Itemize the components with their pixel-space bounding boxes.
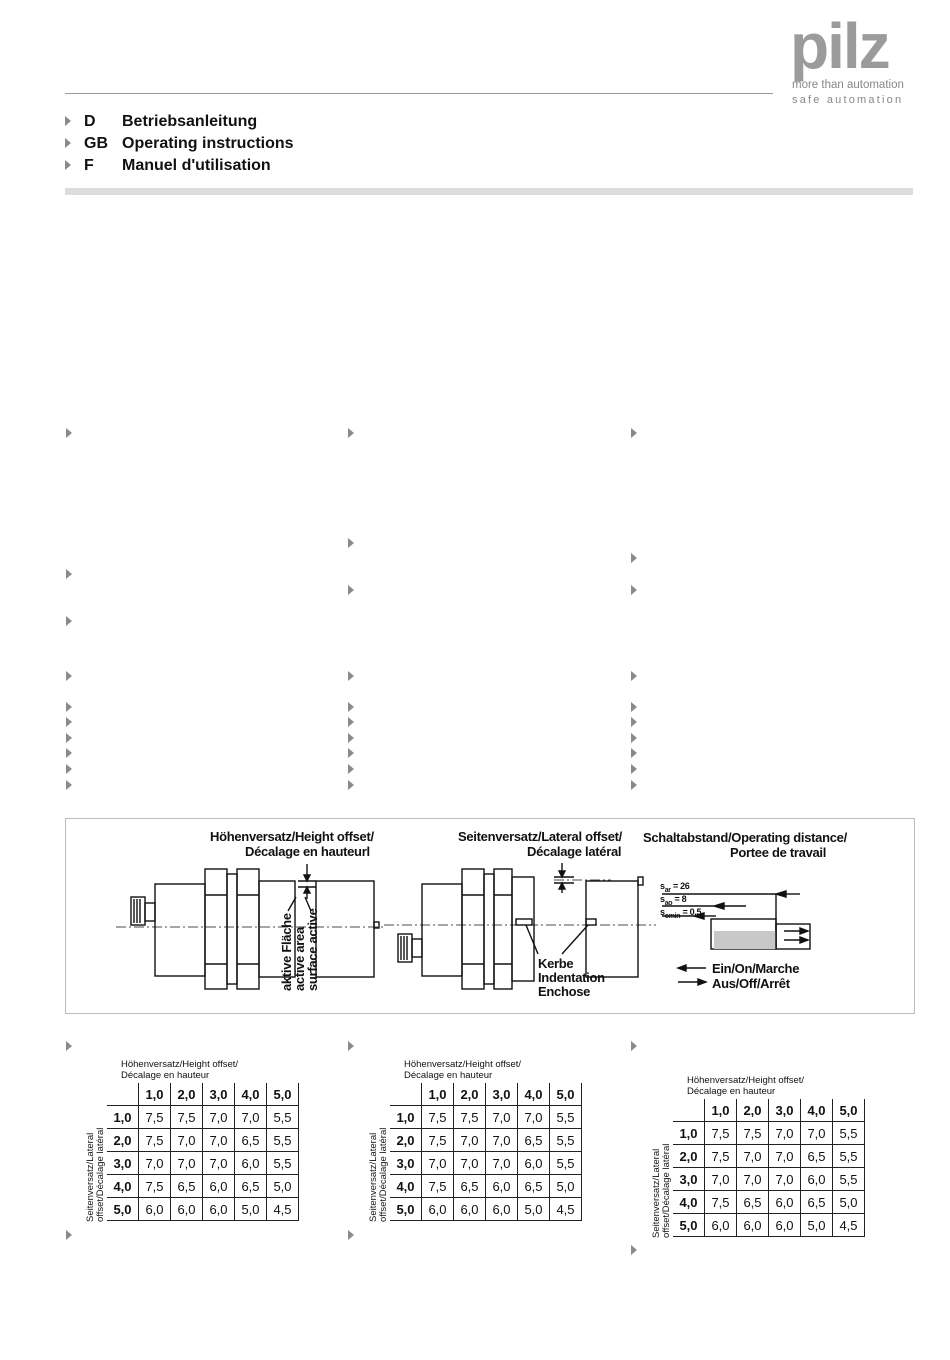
cell: 5,5 <box>833 1168 865 1191</box>
side-label-line-2: offset/Décalage latéral <box>378 1127 389 1222</box>
hatch-area <box>714 931 776 949</box>
cell: 7,0 <box>769 1122 801 1145</box>
col-header: 3,0 <box>486 1083 518 1106</box>
lateral-offset-label-1: Seitenversatz/Lateral offset/ <box>458 829 622 844</box>
col-header: 5,0 <box>550 1083 582 1106</box>
on-label: Ein/On/Marche <box>712 961 800 976</box>
offset-table <box>107 1083 299 1221</box>
cell: 6,0 <box>139 1198 171 1221</box>
kerbe-en: Indentation <box>538 970 605 985</box>
cell: 6,0 <box>518 1152 550 1175</box>
col-header: 5,0 <box>833 1099 865 1122</box>
bullet-icon <box>631 733 637 743</box>
height-offset-label-1: Höhenversatz/Height offset/ <box>210 829 374 844</box>
table-row <box>673 1122 865 1145</box>
cell: 7,5 <box>139 1129 171 1152</box>
table-caption-1: Höhenversatz/Height offset/ <box>687 1075 805 1086</box>
bullet-icon <box>348 538 354 548</box>
cell: 7,5 <box>422 1175 454 1198</box>
bullet-icon <box>348 428 354 438</box>
col-header: 1,0 <box>705 1099 737 1122</box>
sensor-body-2 <box>422 884 462 976</box>
row-header: 3,0 <box>673 1168 705 1191</box>
cell: 5,0 <box>267 1175 299 1198</box>
bullet-icon <box>348 717 354 727</box>
logo-tagline-2: safe automation <box>792 94 904 106</box>
cell: 7,5 <box>705 1122 737 1145</box>
table-row <box>107 1106 299 1129</box>
bullet-icon <box>66 569 72 579</box>
table-row <box>390 1175 582 1198</box>
row-header: 4,0 <box>673 1191 705 1214</box>
off-label: Aus/Off/Arrêt <box>712 976 790 991</box>
bullet-icon <box>66 717 72 727</box>
cell: 6,5 <box>801 1145 833 1168</box>
table-row <box>390 1106 582 1129</box>
cell: 7,0 <box>203 1129 235 1152</box>
cell: 5,5 <box>267 1129 299 1152</box>
cell: 7,0 <box>705 1168 737 1191</box>
row-header: 4,0 <box>107 1175 139 1198</box>
cell: 4,5 <box>833 1214 865 1237</box>
cell: 7,0 <box>454 1152 486 1175</box>
bullet-icon <box>65 160 71 170</box>
cell: 6,5 <box>737 1191 769 1214</box>
active-area-label <box>280 908 319 991</box>
col-header: 2,0 <box>737 1099 769 1122</box>
cell: 7,5 <box>737 1122 769 1145</box>
table-caption-1: Höhenversatz/Height offset/ <box>404 1059 522 1070</box>
somin-s: s <box>660 907 665 917</box>
table-row <box>390 1152 582 1175</box>
cell: 6,5 <box>518 1129 550 1152</box>
nut-3 <box>462 869 484 989</box>
table-row <box>107 1175 299 1198</box>
cell: 5,5 <box>267 1152 299 1175</box>
sensor-body-1 <box>155 884 205 976</box>
col-header: 2,0 <box>171 1083 203 1106</box>
row-header: 1,0 <box>390 1106 422 1129</box>
cell: 5,0 <box>235 1198 267 1221</box>
table-caption-1: Höhenversatz/Height offset/ <box>121 1059 239 1070</box>
side-label-line-1: Seitenversatz/Lateral <box>85 1132 96 1222</box>
sar-label <box>660 881 690 894</box>
cell: 6,0 <box>769 1191 801 1214</box>
cell: 5,5 <box>550 1106 582 1129</box>
sao-sub: ao <box>664 899 673 907</box>
cell: 6,0 <box>235 1152 267 1175</box>
language-code: F <box>84 157 94 174</box>
row-header: 2,0 <box>107 1129 139 1152</box>
cell: 4,5 <box>267 1198 299 1221</box>
row-header: 3,0 <box>390 1152 422 1175</box>
cell: 7,5 <box>705 1145 737 1168</box>
cell: 7,5 <box>171 1106 203 1129</box>
bullet-icon <box>66 671 72 681</box>
table-row <box>107 1152 299 1175</box>
cell: 7,5 <box>422 1129 454 1152</box>
bullet-icon <box>66 428 72 438</box>
col-header: 1,0 <box>139 1083 171 1106</box>
bullet-icon <box>631 702 637 712</box>
kerbe-label <box>538 957 605 999</box>
bullet-icon <box>348 671 354 681</box>
cell: 6,0 <box>171 1198 203 1221</box>
cell: 7,0 <box>235 1106 267 1129</box>
cell: 5,5 <box>267 1106 299 1129</box>
cell: 6,5 <box>801 1191 833 1214</box>
table-caption-2: Décalage en hauteur <box>121 1069 210 1081</box>
row-header: 2,0 <box>673 1145 705 1168</box>
table-side-label-de <box>86 1128 106 1222</box>
cell: 5,5 <box>833 1145 865 1168</box>
cell: 7,5 <box>139 1175 171 1198</box>
cell: 7,0 <box>454 1129 486 1152</box>
somin-value: = 0,5 <box>680 907 702 917</box>
bullet-icon <box>631 764 637 774</box>
sao-label <box>660 894 686 907</box>
bullet-icon <box>631 748 637 758</box>
lateral-offset-label-2: Décalage latéral <box>527 844 622 859</box>
cell: 7,0 <box>486 1106 518 1129</box>
row-header: 2,0 <box>390 1129 422 1152</box>
cell: 6,0 <box>203 1198 235 1221</box>
section-divider-bar <box>65 188 913 195</box>
operating-distance-label-2: Portee de travail <box>730 845 827 860</box>
cell: 7,0 <box>422 1152 454 1175</box>
offset-table <box>390 1083 582 1221</box>
cell: 6,0 <box>422 1198 454 1221</box>
connector-pins-2 <box>398 934 412 962</box>
bullet-icon <box>65 138 71 148</box>
row-header: 1,0 <box>673 1122 705 1145</box>
sao-value: = 8 <box>672 894 687 904</box>
bullet-icon <box>348 702 354 712</box>
cell: 7,0 <box>518 1106 550 1129</box>
corner-cell <box>107 1083 139 1106</box>
language-name: Manuel d'utilisation <box>122 157 271 174</box>
table-row <box>673 1214 865 1237</box>
bullet-icon <box>65 116 71 126</box>
side-label-line-1: Seitenversatz/Lateral <box>368 1132 379 1222</box>
cell: 6,5 <box>235 1175 267 1198</box>
col-header: 4,0 <box>801 1099 833 1122</box>
cell: 7,0 <box>203 1106 235 1129</box>
row-header: 1,0 <box>107 1106 139 1129</box>
bullet-icon <box>66 1230 72 1240</box>
side-label-line-2: offset/Décalage latéral <box>661 1143 672 1238</box>
cell: 6,5 <box>518 1175 550 1198</box>
table-row <box>673 1168 865 1191</box>
nut-4 <box>494 869 512 989</box>
language-code: GB <box>84 135 108 152</box>
cell: 5,0 <box>518 1198 550 1221</box>
table-row <box>107 1198 299 1221</box>
corner-cell <box>390 1083 422 1106</box>
cell: 7,0 <box>139 1152 171 1175</box>
bullet-icon <box>348 1041 354 1051</box>
sar-s: s <box>660 881 665 891</box>
bullet-icon <box>66 764 72 774</box>
sar-sub: ar <box>664 886 671 894</box>
somin-label <box>660 907 701 920</box>
corner-cell <box>673 1099 705 1122</box>
bullet-icon <box>66 702 72 712</box>
row-header: 5,0 <box>673 1214 705 1237</box>
table-row <box>673 1191 865 1214</box>
language-name: Betriebsanleitung <box>122 113 258 130</box>
row-header: 5,0 <box>390 1198 422 1221</box>
col-header: 4,0 <box>235 1083 267 1106</box>
cell: 7,0 <box>171 1129 203 1152</box>
cell: 7,5 <box>422 1106 454 1129</box>
bullet-icon <box>631 428 637 438</box>
kerbe-de: Kerbe <box>538 956 574 971</box>
cell: 7,0 <box>486 1152 518 1175</box>
cell: 6,5 <box>235 1129 267 1152</box>
header-rule <box>65 93 773 94</box>
col-header: 2,0 <box>454 1083 486 1106</box>
active-area-en: active area <box>292 927 307 991</box>
side-label-line-2: offset/Décalage latéral <box>95 1127 106 1222</box>
offset-table <box>673 1099 865 1237</box>
bullet-icon <box>66 1041 72 1051</box>
table-caption-2: Décalage en hauteur <box>404 1069 493 1081</box>
col-header: 3,0 <box>203 1083 235 1106</box>
table-row <box>390 1198 582 1221</box>
cell: 7,0 <box>486 1129 518 1152</box>
table-row <box>390 1129 582 1152</box>
table-side-label-gb <box>369 1128 389 1222</box>
table-row <box>673 1145 865 1168</box>
offset-table-de <box>113 1059 299 1221</box>
cell: 5,0 <box>833 1191 865 1214</box>
bullet-icon <box>66 780 72 790</box>
cell: 7,0 <box>737 1145 769 1168</box>
bullet-icon <box>348 733 354 743</box>
sao-s: s <box>660 894 665 904</box>
cell: 7,0 <box>203 1152 235 1175</box>
cell: 5,0 <box>801 1214 833 1237</box>
somin-sub: omin <box>664 912 681 920</box>
side-label-line-1: Seitenversatz/Lateral <box>651 1148 662 1238</box>
cell: 5,5 <box>550 1152 582 1175</box>
language-name: Operating instructions <box>122 135 294 152</box>
sar-value: = 26 <box>670 881 690 891</box>
pilz-logo: pilz <box>790 10 889 82</box>
bullet-icon <box>631 1245 637 1255</box>
connector-pins-1 <box>131 897 145 925</box>
row-header: 3,0 <box>107 1152 139 1175</box>
bullet-icon <box>631 553 637 563</box>
active-area-fr: surface active <box>305 908 320 991</box>
cell: 7,0 <box>737 1168 769 1191</box>
cell: 6,0 <box>203 1175 235 1198</box>
cell: 7,5 <box>139 1106 171 1129</box>
cell: 5,5 <box>550 1129 582 1152</box>
cell: 6,0 <box>486 1175 518 1198</box>
cell: 7,0 <box>801 1122 833 1145</box>
offset-table-gb <box>396 1059 582 1221</box>
bullet-icon <box>631 780 637 790</box>
row-header: 5,0 <box>107 1198 139 1221</box>
offset-table-fr <box>679 1075 865 1237</box>
bullet-icon <box>631 585 637 595</box>
cell: 6,0 <box>705 1214 737 1237</box>
cell: 7,0 <box>769 1145 801 1168</box>
cell: 6,0 <box>769 1214 801 1237</box>
cell: 6,0 <box>801 1168 833 1191</box>
col-header: 4,0 <box>518 1083 550 1106</box>
language-code: D <box>84 113 96 130</box>
cell: 6,0 <box>454 1198 486 1221</box>
cell: 4,5 <box>550 1198 582 1221</box>
kerbe-fr: Enchose <box>538 984 591 999</box>
bullet-icon <box>631 717 637 727</box>
cell: 7,0 <box>769 1168 801 1191</box>
bullet-icon <box>66 733 72 743</box>
bullet-icon <box>348 780 354 790</box>
bullet-icon <box>348 764 354 774</box>
table-caption-2: Décalage en hauteur <box>687 1085 776 1097</box>
bullet-icon <box>348 748 354 758</box>
col-header: 5,0 <box>267 1083 299 1106</box>
table-side-label-fr <box>652 1144 672 1238</box>
cell: 7,0 <box>171 1152 203 1175</box>
col-header: 3,0 <box>769 1099 801 1122</box>
table-row <box>107 1129 299 1152</box>
bullet-icon <box>348 1230 354 1240</box>
cell: 6,0 <box>737 1214 769 1237</box>
bullet-icon <box>631 1041 637 1051</box>
cell: 6,0 <box>486 1198 518 1221</box>
nut-2 <box>237 869 259 989</box>
bullet-icon <box>66 616 72 626</box>
technical-figure <box>65 818 915 1014</box>
cell: 6,5 <box>454 1175 486 1198</box>
height-offset-label-2: Décalage en hauteurl <box>245 844 370 859</box>
cell: 5,5 <box>833 1122 865 1145</box>
cell: 5,0 <box>550 1175 582 1198</box>
cell: 7,5 <box>705 1191 737 1214</box>
bullet-icon <box>66 748 72 758</box>
logo-tagline-1: more than automation <box>792 79 904 91</box>
cell: 7,5 <box>454 1106 486 1129</box>
active-area-de: aktive Fläche <box>279 913 294 991</box>
operating-distance-label-1: Schaltabstand/Operating distance/ <box>643 830 847 845</box>
cell: 6,5 <box>171 1175 203 1198</box>
col-header: 1,0 <box>422 1083 454 1106</box>
bullet-icon <box>631 671 637 681</box>
bullet-icon <box>348 585 354 595</box>
actuator-1 <box>316 881 374 977</box>
nut-1 <box>205 869 227 989</box>
row-header: 4,0 <box>390 1175 422 1198</box>
